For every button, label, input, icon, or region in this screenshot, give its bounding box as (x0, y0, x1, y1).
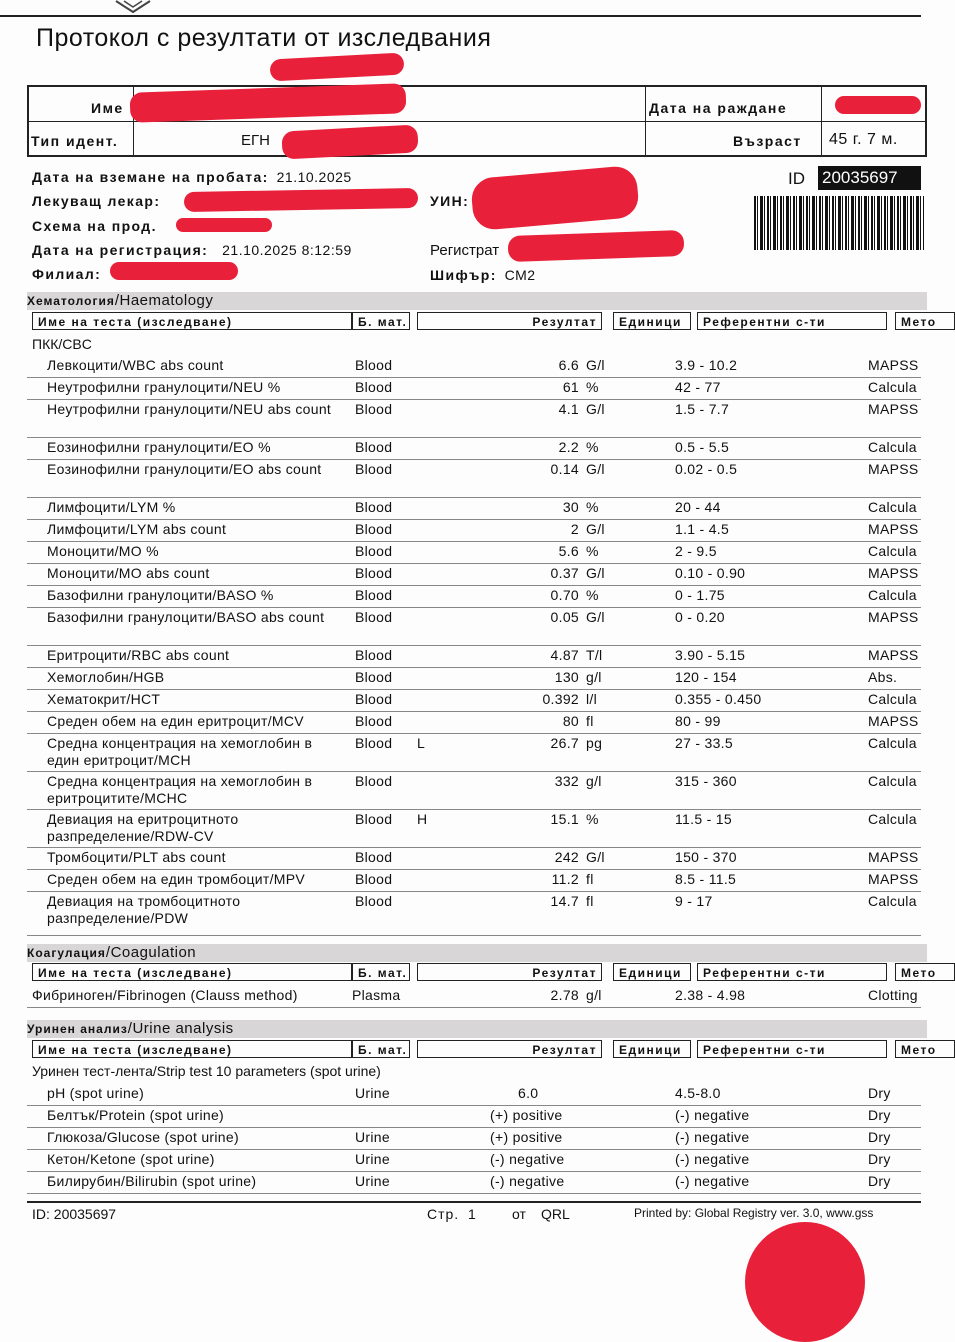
sample-date-value: 21.10.2025 (276, 169, 352, 185)
result-value: 4.1 (558, 401, 579, 417)
table-header (27, 963, 937, 983)
sample-material: Blood (355, 543, 393, 559)
header-result: Резултат (417, 312, 602, 330)
method: Dry (868, 1085, 891, 1101)
method: Calcula (868, 587, 917, 603)
reference-range: 2 - 9.5 (675, 543, 717, 559)
row-divider (27, 377, 921, 378)
result-units: G/l (586, 609, 605, 625)
test-name: Хематокрит/HCT (47, 691, 161, 707)
result-units: % (586, 587, 599, 603)
redaction-mark (184, 188, 418, 212)
row-divider (27, 667, 921, 668)
method: MAPSS (868, 461, 919, 477)
method: Calcula (868, 379, 917, 395)
method: MAPSS (868, 849, 919, 865)
test-name: Девиация на тромбоцитното разпределение/PDW (47, 893, 241, 926)
row-divider (27, 459, 921, 460)
method: Calcula (868, 893, 917, 909)
result-units: fl (586, 871, 594, 887)
result-units: % (586, 439, 599, 455)
footer-of-value: QRL (541, 1206, 570, 1222)
row-divider (27, 399, 921, 400)
test-name: Средна концентрация на хемоглобин в един еритроцит/MCH (47, 735, 313, 768)
row-divider (27, 847, 921, 848)
id-label: ID (788, 169, 805, 188)
result-units: g/l (586, 987, 602, 1003)
test-name: Средна концентрация на хемоглобин в еритроцитите/MCHC (47, 773, 313, 806)
result-value: (+) positive (490, 1107, 563, 1123)
row-divider (27, 809, 921, 810)
result-units: g/l (586, 669, 602, 685)
reg-date-value: 21.10.2025 8:12:59 (222, 242, 352, 258)
reference-range: 11.5 - 15 (675, 811, 732, 827)
result-value: 2.78 (550, 987, 579, 1003)
reference-range: 0.02 - 0.5 (675, 461, 738, 477)
sample-material: Blood (355, 565, 393, 581)
row-divider (27, 1127, 921, 1128)
footer-of-label: от (512, 1206, 526, 1222)
result-value: 4.87 (550, 647, 579, 663)
row-divider (27, 891, 921, 892)
sample-material: Blood (355, 439, 393, 455)
redaction-mark (270, 53, 405, 82)
result-value: 5.6 (558, 543, 579, 559)
header-ref: Референтни с-ти (697, 963, 887, 981)
method: Abs. (868, 669, 898, 685)
sample-material: Blood (355, 811, 393, 827)
result-units: % (586, 543, 599, 559)
result-value: (+) positive (490, 1129, 563, 1145)
table-header (27, 312, 937, 332)
barcode (754, 196, 924, 250)
branch-label: Филиал (32, 266, 96, 282)
result-units: G/l (586, 401, 605, 417)
age-value: 45 г. 7 м. (829, 131, 898, 148)
sample-material: Urine (355, 1151, 390, 1167)
reference-range: 315 - 360 (675, 773, 737, 789)
registrar-label: Регистрат (430, 242, 500, 259)
result-value: 0.14 (550, 461, 579, 477)
reference-range: 1.1 - 4.5 (675, 521, 730, 537)
row-divider (27, 771, 921, 772)
row-divider (27, 1149, 921, 1150)
test-name: Неутрофилни гранулоцити/NEU abs count (47, 401, 332, 417)
reference-range: (-) negative (675, 1107, 750, 1123)
test-name: Неутрофилни гранулоцити/NEU % (47, 379, 281, 395)
result-units: % (586, 811, 599, 827)
top-rule (0, 15, 921, 17)
header-test: Име на теста (изследване) (32, 312, 352, 330)
id-type-value: ЕГН (241, 132, 270, 149)
result-units: T/l (586, 647, 603, 663)
result-units: G/l (586, 849, 605, 865)
row-divider (27, 935, 921, 936)
sample-material: Blood (355, 499, 393, 515)
result-value: 0.392 (542, 691, 579, 707)
row-divider (27, 1105, 921, 1106)
reg-date-label: Дата на регистрация (32, 242, 203, 258)
result-value: 26.7 (550, 735, 579, 751)
sample-material: Blood (355, 773, 393, 789)
sample-material: Blood (355, 849, 393, 865)
header-ref: Референтни с-ти (697, 1040, 887, 1058)
reference-range: 42 - 77 (675, 379, 721, 395)
reference-range: 0.10 - 0.90 (675, 565, 746, 581)
row-divider (27, 645, 921, 646)
reference-range: 120 - 154 (675, 669, 737, 685)
test-name: Кетон/Ketone (spot urine) (47, 1151, 215, 1167)
row-divider (27, 733, 921, 734)
group-urine-strip: Уринен тест-лента/Strip test 10 parameters (spot urine) (32, 1063, 381, 1079)
section-title-bg: Уринен анализ (27, 1022, 128, 1036)
method: Dry (868, 1173, 891, 1189)
sample-material: Urine (355, 1129, 390, 1145)
age-label: Възраст (733, 133, 802, 149)
result-value: 14.7 (550, 893, 579, 909)
result-value: 30 (562, 499, 579, 515)
reference-range: 2.38 - 4.98 (675, 987, 746, 1003)
redaction-mark (835, 96, 921, 114)
result-flag: L (417, 735, 426, 751)
row-divider (27, 869, 921, 870)
result-units: pg (586, 735, 603, 751)
test-name: Среден обем на един еритроцит/MCV (47, 713, 304, 729)
result-value: 0.70 (550, 587, 579, 603)
sample-material: Blood (355, 401, 393, 417)
row-divider (27, 689, 921, 690)
section-title-en: /Coagulation (105, 944, 197, 961)
test-name: Еритроцити/RBC abs count (47, 647, 230, 663)
method: Calcula (868, 691, 917, 707)
result-value: 332 (554, 773, 579, 789)
test-name: Базофилни гранулоцити/BASO % (47, 587, 274, 603)
result-units: fl (586, 713, 594, 729)
reference-range: 8.5 - 11.5 (675, 871, 737, 887)
test-name: Лимфоцити/LYM % (47, 499, 176, 515)
footer-id: ID: 20035697 (32, 1206, 117, 1222)
header-mat: Б. мат. (352, 1040, 410, 1058)
test-name: Лимфоцити/LYM abs count (47, 521, 227, 537)
header-result: Резултат (417, 963, 602, 981)
section-title-en: /Haematology (114, 292, 214, 309)
method: MAPSS (868, 521, 919, 537)
header-method: Мето (895, 1040, 955, 1058)
redaction-mark (745, 1222, 865, 1342)
result-value: 242 (554, 849, 579, 865)
method: MAPSS (868, 647, 919, 663)
method: MAPSS (868, 713, 919, 729)
header-test: Име на теста (изследване) (32, 963, 352, 981)
code-label: Шифър (430, 267, 491, 283)
result-value: 2 (570, 521, 579, 537)
result-units: % (586, 499, 599, 515)
redaction-mark (470, 165, 640, 231)
test-name: Хемоглобин/HGB (47, 669, 165, 685)
header-units: Единици (613, 963, 691, 981)
reference-range: 0 - 1.75 (675, 587, 725, 603)
method: MAPSS (868, 609, 919, 625)
row-divider (27, 1193, 921, 1194)
uin-label: УИН (430, 193, 464, 209)
reference-range: 0 - 0.20 (675, 609, 725, 625)
row-divider (27, 497, 921, 498)
result-value: 61 (562, 379, 579, 395)
sample-material: Blood (355, 587, 393, 603)
sample-material: Blood (355, 691, 393, 707)
reference-range: 20 - 44 (675, 499, 721, 515)
row-divider (27, 1007, 921, 1008)
reference-range: 27 - 33.5 (675, 735, 733, 751)
header-mat: Б. мат. (352, 312, 410, 330)
header-units: Единици (613, 312, 691, 330)
row-divider (27, 607, 921, 608)
result-units: G/l (586, 357, 605, 373)
footer-printed: Printed by: Global Registry ver. 3.0, www.gss (634, 1206, 874, 1220)
reference-range: 4.5-8.0 (675, 1085, 721, 1101)
sample-material: Plasma (352, 987, 401, 1003)
sample-material: Blood (355, 735, 393, 751)
section-title-en: /Urine analysis (127, 1020, 234, 1037)
result-value: 0.05 (550, 609, 579, 625)
row-divider (27, 563, 921, 564)
footer-page-label: Стр. (427, 1206, 460, 1222)
reference-range: (-) negative (675, 1173, 750, 1189)
scheme-label: Схема на прод. (32, 218, 157, 234)
section-title-bg: Хематология (27, 294, 115, 308)
test-name: Тромбоцити/PLT abs count (47, 849, 226, 865)
method: Calcula (868, 735, 917, 751)
row-divider (27, 437, 921, 438)
result-value: 11.2 (551, 871, 579, 887)
table-header (27, 1040, 937, 1060)
reference-range: 1.5 - 7.7 (675, 401, 730, 417)
sample-material: Urine (355, 1173, 390, 1189)
row-divider (27, 585, 921, 586)
sample-material: Blood (355, 379, 393, 395)
result-flag: H (417, 811, 428, 827)
reference-range: 3.9 - 10.2 (675, 357, 738, 373)
sample-material: Blood (355, 871, 393, 887)
method: Dry (868, 1151, 891, 1167)
result-value: (-) negative (490, 1151, 565, 1167)
sample-material: Blood (355, 893, 393, 909)
test-name: Моноцити/MO % (47, 543, 159, 559)
row-divider (27, 1171, 921, 1172)
method: Calcula (868, 773, 917, 789)
code-value: СМ2 (504, 267, 536, 283)
method: Dry (868, 1107, 891, 1123)
result-units: G/l (586, 521, 605, 537)
sample-material: Blood (355, 521, 393, 537)
redaction-mark (110, 262, 238, 280)
dob-label: Дата на раждане (649, 100, 788, 116)
sample-material: Blood (355, 669, 393, 685)
sample-material: Blood (355, 357, 393, 373)
row-divider (27, 711, 921, 712)
test-name: Еозинофилни гранулоцити/EO % (47, 439, 271, 455)
test-name: Базофилни гранулоцити/BASO abs count (47, 609, 325, 625)
result-value: 2.2 (558, 439, 579, 455)
test-name: Моноцити/MO abs count (47, 565, 210, 581)
result-units: G/l (586, 461, 605, 477)
result-units: G/l (586, 565, 605, 581)
name-label: Име (91, 100, 124, 116)
section-coagulation (27, 944, 927, 962)
header-result: Резултат (417, 1040, 602, 1058)
redaction-mark (176, 218, 272, 232)
method: Calcula (868, 543, 917, 559)
test-name: Фибриноген/Fibrinogen (Clauss method) (32, 987, 298, 1003)
test-name: Левкоцити/WBC abs count (47, 357, 224, 373)
reference-range: (-) negative (675, 1129, 750, 1145)
method: Calcula (868, 499, 917, 515)
result-value: 80 (562, 713, 579, 729)
id-type-label: Тип идент. (31, 133, 119, 149)
sample-material: Urine (355, 1085, 390, 1101)
reference-range: 80 - 99 (675, 713, 721, 729)
reference-range: 9 - 17 (675, 893, 713, 909)
header-mat: Б. мат. (352, 963, 410, 981)
page-title: Протокол с резултати от изследвания (36, 24, 492, 52)
doctor-label: Лекуващ лекар (32, 193, 155, 209)
result-units: l/l (586, 691, 598, 707)
test-name: Глюкоза/Glucose (spot urine) (47, 1129, 239, 1145)
method: Calcula (868, 811, 917, 827)
reference-range: 0.355 - 0.450 (675, 691, 762, 707)
test-name: Еозинофилни гранулоцити/EO abs count (47, 461, 322, 477)
header-units: Единици (613, 1040, 691, 1058)
sample-material: Blood (355, 609, 393, 625)
section-urine (27, 1020, 927, 1038)
redaction-mark (508, 230, 685, 262)
result-value: 6.6 (558, 357, 579, 373)
id-value: 20035697 (818, 166, 921, 190)
test-name: Среден обем на един тромбоцит/MPV (47, 871, 306, 887)
result-units: g/l (586, 773, 602, 789)
sample-material: Blood (355, 647, 393, 663)
test-name: pH (spot urine) (47, 1085, 145, 1101)
method: Dry (868, 1129, 891, 1145)
method: MAPSS (868, 871, 919, 887)
method: Calcula (868, 439, 917, 455)
header-ref: Референтни с-ти (697, 312, 887, 330)
result-value: 130 (554, 669, 579, 685)
test-name: Белтък/Protein (spot urine) (47, 1107, 225, 1123)
header-method: Мето (895, 312, 955, 330)
reference-range: 3.90 - 5.15 (675, 647, 746, 663)
logo-icon (110, 0, 156, 12)
result-units: % (586, 379, 599, 395)
result-value: (-) negative (490, 1173, 565, 1189)
reference-range: 150 - 370 (675, 849, 737, 865)
result-units: fl (586, 893, 594, 909)
result-value: 0.37 (550, 565, 579, 581)
reference-range: 0.5 - 5.5 (675, 439, 730, 455)
section-haematology (27, 292, 927, 310)
footer-page-num: 1 (468, 1206, 476, 1222)
test-name: Билирубин/Bilirubin (spot urine) (47, 1173, 257, 1189)
row-divider (27, 519, 921, 520)
sample-material: Blood (355, 461, 393, 477)
reference-range: (-) negative (675, 1151, 750, 1167)
header-method: Мето (895, 963, 955, 981)
sample-date-label: Дата на вземане на пробата (32, 169, 263, 185)
test-name: Девиация на еритроцитното разпределение/RDW-CV (47, 811, 239, 844)
method: MAPSS (868, 565, 919, 581)
row-divider (27, 541, 921, 542)
result-value: 15.1 (550, 811, 579, 827)
group-cbc: ПКК/CBC (32, 336, 92, 352)
sample-material: Blood (355, 713, 393, 729)
header-test: Име на теста (изследване) (32, 1040, 352, 1058)
result-value: 6.0 (518, 1085, 539, 1101)
bottom-rule (27, 1201, 921, 1203)
method: Clotting (868, 987, 918, 1003)
method: MAPSS (868, 357, 919, 373)
method: MAPSS (868, 401, 919, 417)
section-title-bg: Коагулация (27, 946, 106, 960)
